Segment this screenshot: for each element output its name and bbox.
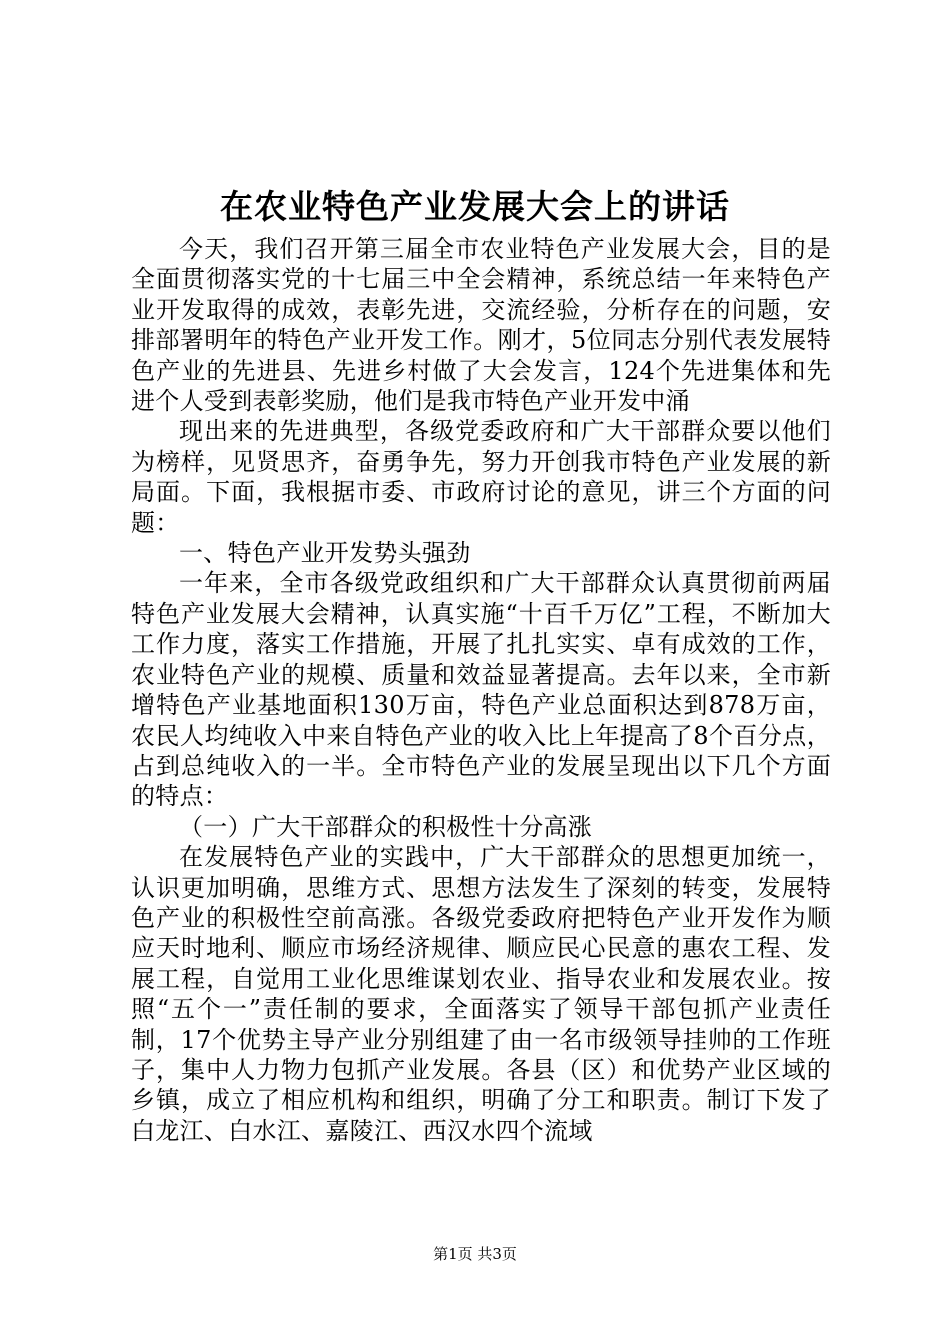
page-number-footer: 第1页 共3页 (433, 1245, 517, 1263)
paragraph-intro-continued: 现出来的先进典型，各级党委政府和广大干部群众要以他们为榜样，见贤思齐，奋勇争先，努力开创我市特色产业发展的新局面。下面，我根据市委、市政府讨论的意见，讲三个方面的问题： (131, 417, 831, 537)
document-title: 在农业特色产业发展大会上的讲话 (220, 187, 730, 226)
document-body (131, 234, 831, 1146)
subsection-heading-1: （一）广大干部群众的积极性十分高涨 (179, 812, 593, 841)
section-heading-1: 一、特色产业开发势头强劲 (179, 539, 471, 568)
paragraph-section-1: 一年来，全市各级党政组织和广大干部群众认真贯彻前两届特色产业发展大会精神，认真实施“十百千万亿”工程，不断加大工作力度，落实工作措施，开展了扎扎实实、卓有成效的工作，农业特色产业的规模、质量和效益显著提高。去年以来，全市新增特色产业基地面积130万亩，特色产业总面积达到878万亩，农民人均纯收入中来自特色产业的收入比上年提高了8个百分点，占到总纯收入的一半。全市特色产业的发展呈现出以下几个方面的特点： (131, 569, 831, 811)
paragraph-intro: 今天，我们召开第三届全市农业特色产业发展大会，目的是全面贯彻落实党的十七届三中全会精神，系统总结一年来特色产业开发取得的成效，表彰先进，交流经验，分析存在的问题，安排部署明年的特色产业开发工作。刚才，5位同志分别代表发展特色产业的先进县、先进乡村做了大会发言，124个先进集体和先进个人受到表彰奖励，他们是我市特色产业开发中涌 (131, 235, 831, 416)
paragraph-subsection-1: 在发展特色产业的实践中，广大干部群众的思想更加统一，认识更加明确，思维方式、思想方法发生了深刻的转变，发展特色产业的积极性空前高涨。各级党委政府把特色产业开发作为顺应天时地利、顺应市场经济规律、顺应民心民意的惠农工程、发展工程，自觉用工业化思维谋划农业、指导农业和发展农业。按照“五个一”责任制的要求，全面落实了领导干部包抓产业责任制，17个优势主导产业分别组建了由一名市级领导挂帅的工作班子，集中人力物力包抓产业发展。各县（区）和优势产业区域的乡镇，成立了相应机构和组织，明确了分工和职责。制订下发了白龙江、白水江、嘉陵江、西汉水四个流域 (131, 843, 831, 1145)
